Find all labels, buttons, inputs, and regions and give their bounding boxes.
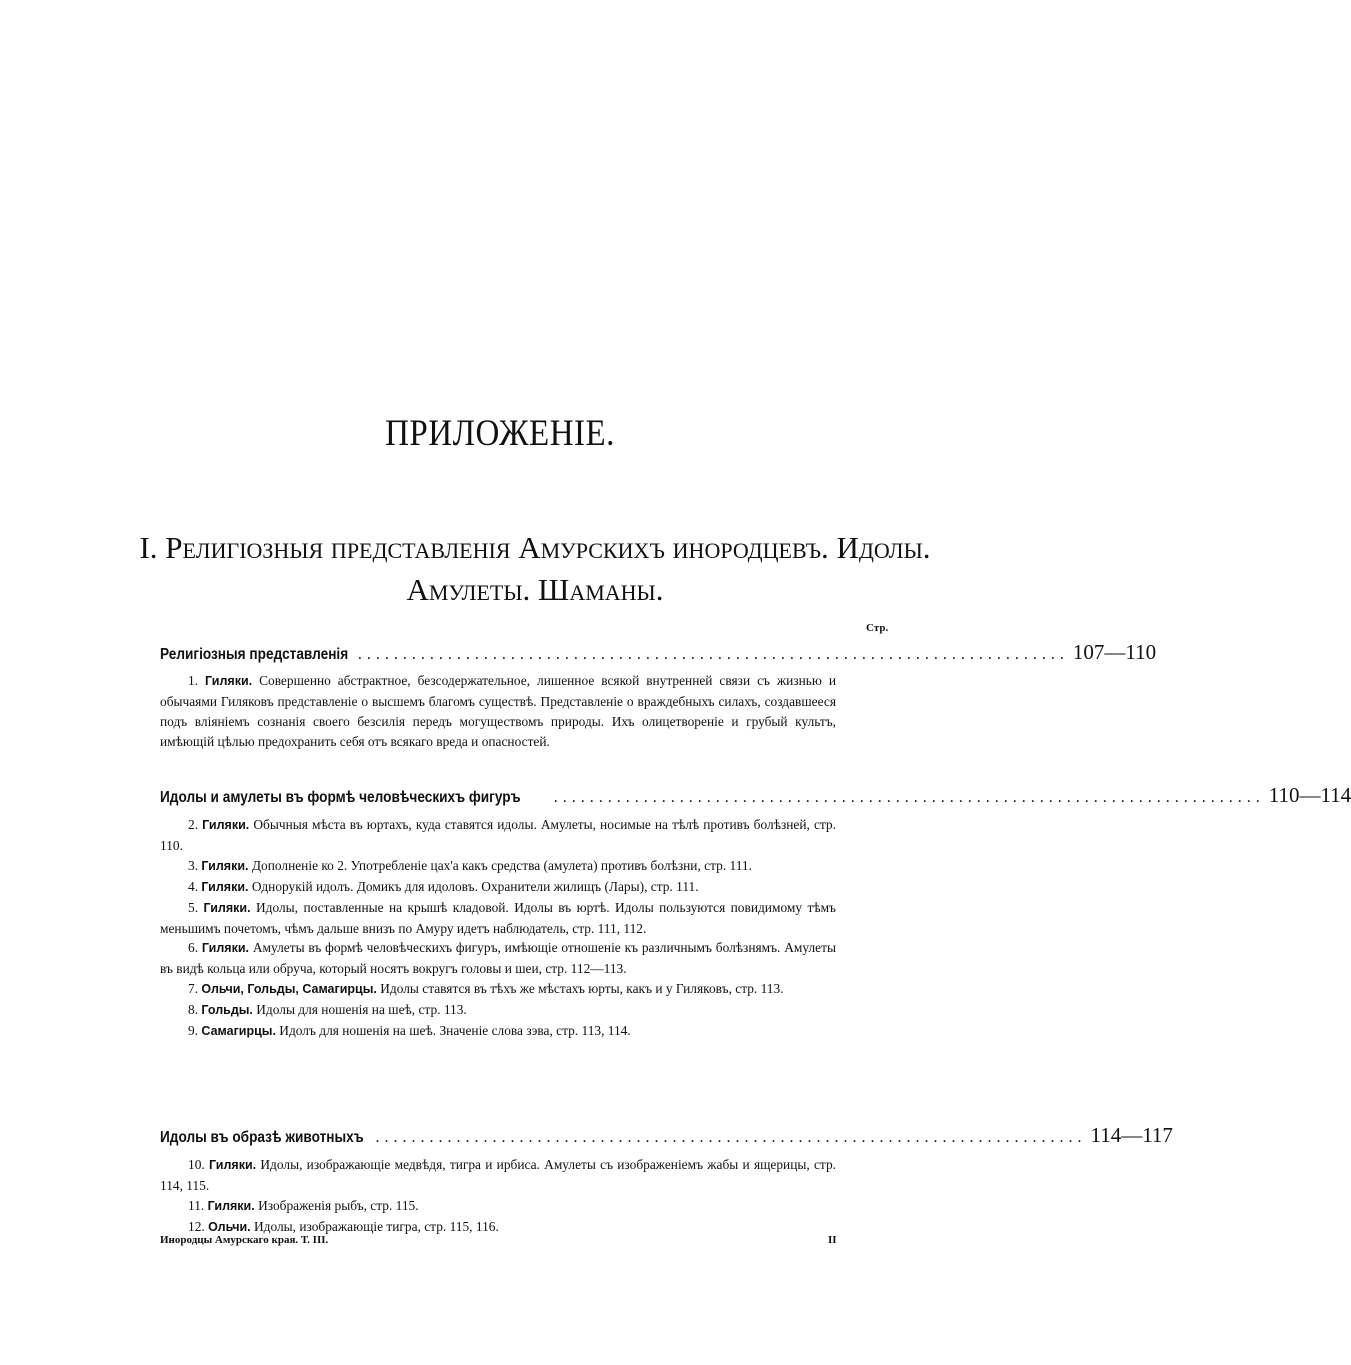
toc-entry — [160, 1021, 836, 1042]
dot-leader: ............................................................................... — [553, 789, 1265, 806]
toc-entries-block-3 — [160, 1155, 836, 1238]
running-footer: Инородцы Амурскаго края. Т. III. — [160, 1234, 329, 1246]
entry-text: Совершенно абстрактное, безсодержательное, лишенное всякой внутренней связи съ жизнью и обычаями Гиляковъ представленіе о высшемъ благомъ существѣ. Представленіе о враждебныхъ силахъ, создавшееся подъ вліяніемъ сознанія своего безсилія передъ могуществомъ природы. Ихъ олицетвореніе и грубый культъ, имѣющій цѣлью предохранить себя отъ всякаго вреда и опасностей. — [160, 673, 836, 749]
toc-entry — [160, 877, 836, 898]
toc-entry — [160, 671, 836, 752]
toc-heading-religious-beliefs — [160, 640, 1157, 666]
entry-number: 8. — [188, 1002, 199, 1018]
entry-text: Дополненіе ко 2. Употребленіе цах'а какъ средства (амулета) противъ болѣзни, стр. 111. — [251, 857, 752, 873]
dot-leader: ............................................................................... — [375, 1129, 1087, 1146]
entry-text: Идолы ставятся въ тѣхъ же мѣстахъ юрты, какъ и у Гиляковъ, стр. 113. — [380, 981, 784, 997]
entry-text: Однорукій идолъ. Домикъ для идоловъ. Охранители жилищъ (Лары), стр. 111. — [251, 878, 699, 894]
entry-number: 11. — [188, 1197, 205, 1213]
entry-number: 4. — [188, 878, 199, 894]
entry-number: 9. — [188, 1023, 199, 1039]
toc-page-range: 107—110 — [1072, 640, 1157, 664]
toc-entry — [160, 1196, 836, 1217]
entry-text: Изображенія рыбъ, стр. 115. — [258, 1197, 419, 1213]
entry-number: 5. — [188, 899, 199, 915]
toc-page-range: 110—114 — [1268, 783, 1351, 807]
toc-entry — [160, 1000, 836, 1021]
dot-leader: ............................................................................... — [357, 646, 1069, 663]
entry-people: Гиляки. — [202, 818, 250, 832]
section-heading-line-1: I. Религіозныя представленія Амурскихъ инородцевъ. Идолы. — [139, 530, 931, 565]
entry-people: Гиляки. — [203, 900, 251, 915]
entry-people: Гиляки. — [209, 1158, 257, 1172]
entry-number: 3. — [188, 857, 199, 873]
toc-heading-title: Идолы въ образѣ животныхъ — [160, 1129, 364, 1146]
toc-entry — [160, 815, 836, 856]
entry-text: Идолъ для ношенія на шеѣ. Значеніе слова зэва, стр. 113, 114. — [279, 1023, 631, 1039]
toc-entry — [160, 898, 836, 939]
entry-text: Идолы для ношенія на шеѣ, стр. 113. — [256, 1002, 467, 1018]
page-title: ПРИЛОЖЕНІЕ. — [385, 413, 615, 455]
entry-number: 1. — [188, 673, 199, 688]
toc-entry — [160, 1155, 836, 1196]
entry-people: Самагирцы. — [201, 1024, 276, 1039]
toc-entries-block-2 — [160, 815, 836, 1042]
toc-page-range: 114—117 — [1090, 1123, 1173, 1147]
entry-text: Идолы, изображающіе тигра, стр. 115, 116. — [253, 1218, 499, 1234]
toc-entry — [160, 938, 836, 979]
entry-people: Гиляки. — [205, 674, 253, 688]
entry-text: Амулеты въ формѣ человѣческихъ фигуръ, имѣющіе отношеніе къ различнымъ болѣзнямъ. Амулеты въ видѣ кольца или обруча, который носятъ вокругъ головы и шеи, стр. 112—113. — [160, 940, 836, 977]
entry-people: Гольды. — [201, 1003, 253, 1018]
entry-people: Ольчи. — [208, 1219, 251, 1234]
toc-heading-human-idols — [160, 783, 1351, 809]
entry-text: Идолы, изображающіе медвѣдя, тигра и ирбиса. Амулеты съ изображеніемъ жабы и ящерицы, стр. 114, 115. — [160, 1157, 836, 1193]
entry-number: 6. — [188, 940, 199, 956]
section-heading — [100, 527, 970, 611]
entry-people: Гиляки. — [207, 1198, 255, 1213]
section-heading-line-2: Амулеты. Шаманы. — [406, 572, 664, 607]
entry-text: Идолы, поставленные на крышѣ кладовой. Идолы въ юртѣ. Идолы пользуются повидимому тѣмъ меньшимъ почетомъ, чѣмъ дальше внизъ по Амуру идетъ наблюдатель, стр. 111, 112. — [160, 899, 836, 936]
toc-heading-title: Религіозныя представленія — [160, 646, 349, 663]
entry-people: Гиляки. — [201, 941, 249, 956]
toc-heading-title: Идолы и амулеты въ формѣ человѣческихъ фигуръ — [160, 789, 521, 806]
entry-people: Гиляки. — [201, 858, 249, 873]
entry-number: 2. — [188, 817, 199, 832]
toc-entry — [160, 856, 836, 877]
page-column-label: Стр. — [866, 622, 889, 634]
toc-heading-animal-idols — [160, 1123, 1173, 1149]
entry-number: 10. — [188, 1157, 205, 1172]
toc-entry — [160, 979, 836, 1000]
toc-entries-block-1 — [160, 671, 836, 752]
entry-people: Ольчи, Гольды, Самагирцы. — [201, 982, 377, 997]
signature-mark: II — [828, 1234, 837, 1246]
entry-number: 12. — [188, 1218, 205, 1234]
entry-text: Обычныя мѣста въ юртахъ, куда ставятся идолы. Амулеты, носимые на тѣлѣ противъ болѣзней, стр. 110. — [160, 817, 836, 853]
entry-people: Гиляки. — [201, 879, 249, 894]
entry-number: 7. — [188, 981, 199, 997]
